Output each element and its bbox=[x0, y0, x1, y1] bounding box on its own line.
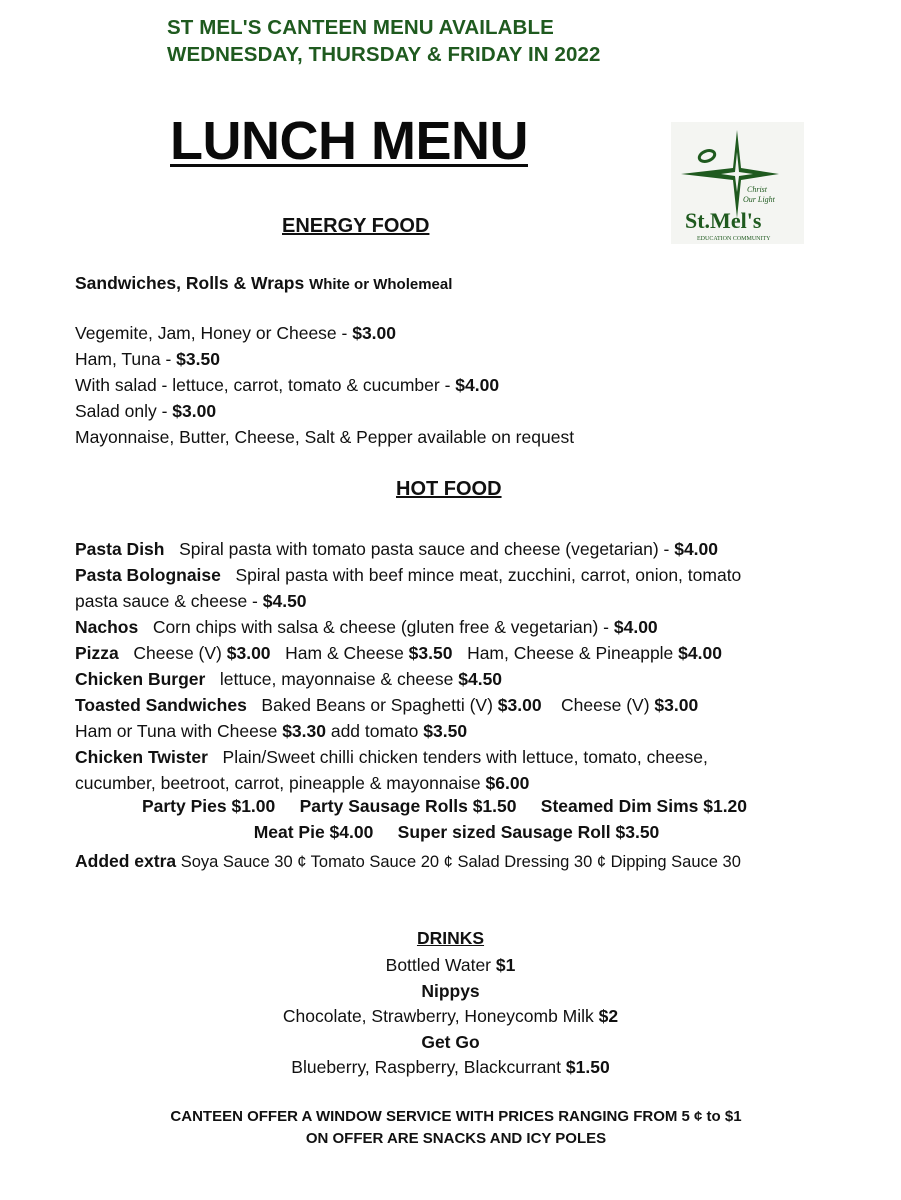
hot-food-heading: HOT FOOD bbox=[396, 478, 502, 500]
drinks-heading: DRINKS bbox=[416, 928, 485, 948]
item-name: Toasted Sandwiches bbox=[75, 695, 247, 715]
item-text: With salad - lettuce, carrot, tomato & cucumber - bbox=[75, 375, 456, 395]
snacks-line-1: Party Pies $1.00 Party Sausage Rolls $1.50 Steamed Dim Sims $1.20 bbox=[141, 796, 748, 816]
cross-star-icon bbox=[671, 122, 804, 244]
drink-price: $1.50 bbox=[565, 1057, 610, 1077]
item-price: $3.50 bbox=[423, 721, 468, 741]
item-price: $4.50 bbox=[262, 591, 307, 611]
logo-sub: EDUCATION COMMUNITY bbox=[697, 236, 771, 242]
pasta-dish-row bbox=[75, 536, 718, 562]
bolognaise-row-cont bbox=[75, 588, 307, 614]
item-name: Pasta Bolognaise bbox=[75, 565, 221, 585]
item-option: Cheese (V) bbox=[561, 695, 655, 715]
nippys-heading: Nippys bbox=[421, 981, 480, 1001]
item-option: Ham or Tuna with Cheese bbox=[75, 721, 283, 741]
item-text: Salad only - bbox=[75, 401, 173, 421]
item-name: Pizza bbox=[75, 643, 119, 663]
item-desc: cucumber, beetroot, carrot, pineapple & mayonnaise bbox=[75, 773, 486, 793]
item-text: Vegemite, Jam, Honey or Cheese - bbox=[75, 323, 353, 343]
header-line-2: WEDNESDAY, THURSDAY & FRIDAY IN 2022 bbox=[167, 43, 601, 66]
item-desc: Plain/Sweet chilli chicken tenders with lettuce, tomato, cheese, bbox=[222, 747, 708, 767]
logo-name: St.Mel's bbox=[685, 208, 762, 233]
getgo-heading: Get Go bbox=[421, 1032, 480, 1052]
extras-text: Soya Sauce 30 ¢ Tomato Sauce 20 ¢ Salad Dressing 30 ¢ Dipping Sauce 30 bbox=[176, 853, 741, 871]
bolognaise-row bbox=[75, 562, 741, 588]
item-option: Ham & Cheese bbox=[285, 643, 409, 663]
sandwiches-subheading bbox=[75, 270, 452, 298]
header-line-1: ST MEL'S CANTEEN MENU AVAILABLE bbox=[167, 16, 554, 39]
energy-item bbox=[75, 320, 396, 346]
item-price: $4.00 bbox=[674, 539, 719, 559]
item-option: Ham, Cheese & Pineapple bbox=[467, 643, 679, 663]
item-name: Chicken Twister bbox=[75, 747, 208, 767]
logo-motto-2: Our Light bbox=[743, 195, 775, 204]
bread-note: White or Wholemeal bbox=[309, 276, 453, 293]
item-price: $4.00 bbox=[455, 375, 500, 395]
logo-motto-1: Christ bbox=[747, 185, 768, 194]
drink-getgo bbox=[0, 1057, 901, 1078]
drink-price: $1 bbox=[495, 955, 516, 975]
energy-item bbox=[75, 372, 499, 398]
item-desc: pasta sauce & cheese - bbox=[75, 591, 263, 611]
extras-label: Added extra bbox=[75, 851, 177, 871]
drink-nippys bbox=[0, 1006, 901, 1027]
burger-row bbox=[75, 666, 502, 692]
item-price: $6.00 bbox=[485, 773, 530, 793]
item-price: $3.00 bbox=[352, 323, 397, 343]
item-price: $4.50 bbox=[458, 669, 503, 689]
item-text: Ham, Tuna - bbox=[75, 349, 177, 369]
item-price: $3.00 bbox=[226, 643, 271, 663]
item-name: Chicken Burger bbox=[75, 669, 206, 689]
pizza-row bbox=[75, 640, 722, 666]
nachos-row bbox=[75, 614, 658, 640]
menu-header bbox=[167, 14, 600, 68]
item-price: $4.00 bbox=[678, 643, 722, 663]
energy-item bbox=[75, 424, 574, 450]
item-option: Baked Beans or Spaghetti (V) bbox=[261, 695, 498, 715]
drink-flavours: Chocolate, Strawberry, Honeycomb Milk bbox=[282, 1006, 599, 1026]
energy-item bbox=[75, 398, 216, 424]
item-price: $3.00 bbox=[497, 695, 542, 715]
item-price: $3.00 bbox=[654, 695, 699, 715]
page-title: LUNCH MENU bbox=[170, 111, 528, 171]
energy-food-heading: ENERGY FOOD bbox=[282, 215, 430, 237]
energy-item bbox=[75, 346, 220, 372]
item-price: $3.00 bbox=[172, 401, 217, 421]
twister-row bbox=[75, 744, 708, 770]
drink-water bbox=[0, 955, 901, 976]
drink-price: $2 bbox=[598, 1006, 619, 1026]
item-desc: Spiral pasta with tomato pasta sauce and cheese (vegetarian) - bbox=[179, 539, 675, 559]
snacks-line-2: Meat Pie $4.00 Super sized Sausage Roll $3.50 bbox=[253, 822, 660, 842]
item-price: $3.50 bbox=[408, 643, 453, 663]
toasted-row bbox=[75, 692, 698, 718]
extras-row bbox=[75, 848, 741, 875]
item-price: $4.00 bbox=[613, 617, 658, 637]
item-name: Nachos bbox=[75, 617, 139, 637]
item-text: Mayonnaise, Butter, Cheese, Salt & Pepper available on request bbox=[75, 427, 575, 447]
twister-row-cont bbox=[75, 770, 529, 796]
toasted-row-cont bbox=[75, 718, 467, 744]
drink-name: Bottled Water bbox=[385, 955, 496, 975]
item-option: add tomato bbox=[325, 721, 424, 741]
item-option: Cheese (V) bbox=[133, 643, 227, 663]
st-mels-logo bbox=[671, 122, 804, 244]
item-desc: Corn chips with salsa & cheese (gluten free & vegetarian) - bbox=[152, 617, 614, 637]
footer-line-1: CANTEEN OFFER A WINDOW SERVICE WITH PRICES RANGING FROM 5 ¢ to $1 bbox=[170, 1108, 742, 1125]
item-name: Pasta Dish bbox=[75, 539, 165, 559]
item-price: $3.50 bbox=[176, 349, 220, 369]
item-desc: lettuce, mayonnaise & cheese bbox=[219, 669, 459, 689]
item-desc: Spiral pasta with beef mince meat, zucchini, carrot, onion, tomato bbox=[235, 565, 742, 585]
item-price: $3.30 bbox=[282, 721, 326, 741]
sandwiches-label: Sandwiches, Rolls & Wraps bbox=[75, 273, 305, 293]
drink-flavours: Blueberry, Raspberry, Blackcurrant bbox=[291, 1057, 566, 1077]
footer-line-2: ON OFFER ARE SNACKS AND ICY POLES bbox=[305, 1130, 607, 1147]
